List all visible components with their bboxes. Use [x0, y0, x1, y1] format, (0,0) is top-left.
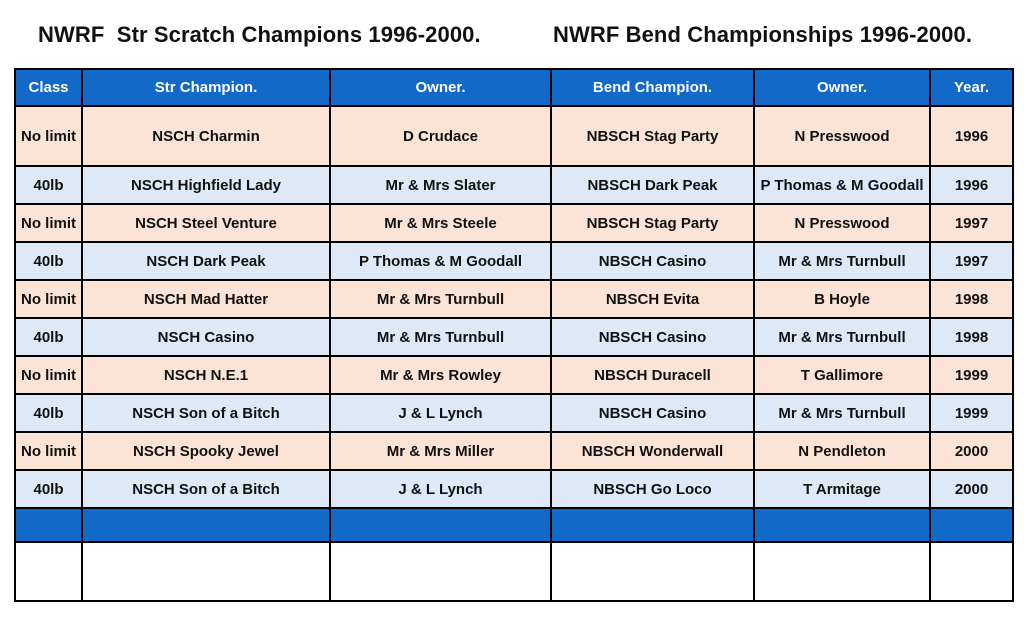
table-row: [15, 470, 1013, 508]
cell-class: No limit: [15, 204, 82, 242]
cell-str-owner: Mr & Mrs Rowley: [330, 356, 551, 394]
cell-str-owner: Mr & Mrs Turnbull: [330, 318, 551, 356]
cell-bend-champion: NBSCH Evita: [551, 280, 754, 318]
cell-bend-owner: N Presswood: [754, 204, 930, 242]
cell-str-champion: NSCH Mad Hatter: [82, 280, 330, 318]
cell-class: No limit: [15, 280, 82, 318]
empty-cell: [330, 542, 551, 601]
table-row: [15, 204, 1013, 242]
cell-bend-owner: N Presswood: [754, 106, 930, 166]
header-bend-owner: Owner.: [754, 69, 930, 106]
cell-year: 1997: [930, 204, 1013, 242]
cell-bend-champion: NBSCH Go Loco: [551, 470, 754, 508]
cell-bend-champion: NBSCH Dark Peak: [551, 166, 754, 204]
cell-str-champion: NSCH N.E.1: [82, 356, 330, 394]
cell-bend-owner: N Pendleton: [754, 432, 930, 470]
header-class: Class: [15, 69, 82, 106]
cell-bend-champion: NBSCH Wonderwall: [551, 432, 754, 470]
cell-bend-champion: NBSCH Stag Party: [551, 106, 754, 166]
empty-cell: [551, 542, 754, 601]
cell-class: 40lb: [15, 242, 82, 280]
cell-bend-owner: P Thomas & M Goodall: [754, 166, 930, 204]
cell-bend-owner: Mr & Mrs Turnbull: [754, 318, 930, 356]
cell-bend-owner: Mr & Mrs Turnbull: [754, 394, 930, 432]
cell-str-owner: Mr & Mrs Slater: [330, 166, 551, 204]
cell-class: 40lb: [15, 470, 82, 508]
band-cell: [754, 508, 930, 542]
cell-year: 1996: [930, 166, 1013, 204]
cell-str-owner: Mr & Mrs Miller: [330, 432, 551, 470]
cell-str-champion: NSCH Steel Venture: [82, 204, 330, 242]
empty-cell: [754, 542, 930, 601]
table-row: [15, 166, 1013, 204]
empty-cell: [82, 542, 330, 601]
cell-class: No limit: [15, 356, 82, 394]
cell-bend-owner: B Hoyle: [754, 280, 930, 318]
cell-bend-champion: NBSCH Casino: [551, 394, 754, 432]
empty-cell: [930, 542, 1013, 601]
header-str-champion: Str Champion.: [82, 69, 330, 106]
cell-bend-owner: T Gallimore: [754, 356, 930, 394]
cell-class: No limit: [15, 432, 82, 470]
cell-year: 1996: [930, 106, 1013, 166]
cell-bend-champion: NBSCH Stag Party: [551, 204, 754, 242]
table-row: [15, 280, 1013, 318]
table-row: [15, 106, 1013, 166]
cell-class: 40lb: [15, 166, 82, 204]
header-row: [15, 69, 1013, 106]
empty-cell: [15, 542, 82, 601]
cell-class: 40lb: [15, 318, 82, 356]
header-str-owner: Owner.: [330, 69, 551, 106]
champions-table: [14, 68, 1014, 602]
band-cell: [330, 508, 551, 542]
cell-year: 2000: [930, 470, 1013, 508]
cell-year: 1998: [930, 280, 1013, 318]
cell-bend-owner: T Armitage: [754, 470, 930, 508]
header-bend-champion: Bend Champion.: [551, 69, 754, 106]
table-band-row: [15, 508, 1013, 542]
band-cell: [82, 508, 330, 542]
cell-str-owner: P Thomas & M Goodall: [330, 242, 551, 280]
cell-bend-champion: NBSCH Casino: [551, 242, 754, 280]
cell-year: 2000: [930, 432, 1013, 470]
table-row: [15, 242, 1013, 280]
cell-year: 1997: [930, 242, 1013, 280]
cell-str-champion: NSCH Spooky Jewel: [82, 432, 330, 470]
cell-bend-owner: Mr & Mrs Turnbull: [754, 242, 930, 280]
cell-str-owner: J & L Lynch: [330, 394, 551, 432]
cell-str-owner: J & L Lynch: [330, 470, 551, 508]
cell-str-champion: NSCH Son of a Bitch: [82, 470, 330, 508]
cell-str-champion: NSCH Son of a Bitch: [82, 394, 330, 432]
cell-str-champion: NSCH Highfield Lady: [82, 166, 330, 204]
title-str-scratch-champions: NWRF Str Scratch Champions 1996-2000.: [38, 22, 481, 47]
cell-str-owner: Mr & Mrs Turnbull: [330, 280, 551, 318]
table-row: [15, 356, 1013, 394]
band-cell: [15, 508, 82, 542]
table-empty-row: [15, 542, 1013, 601]
cell-str-owner: D Crudace: [330, 106, 551, 166]
cell-class: 40lb: [15, 394, 82, 432]
header-year: Year.: [930, 69, 1013, 106]
cell-year: 1999: [930, 394, 1013, 432]
cell-year: 1999: [930, 356, 1013, 394]
cell-str-champion: NSCH Dark Peak: [82, 242, 330, 280]
band-cell: [930, 508, 1013, 542]
cell-bend-champion: NBSCH Casino: [551, 318, 754, 356]
cell-str-owner: Mr & Mrs Steele: [330, 204, 551, 242]
cell-bend-champion: NBSCH Duracell: [551, 356, 754, 394]
cell-str-champion: NSCH Casino: [82, 318, 330, 356]
cell-class: No limit: [15, 106, 82, 166]
table-row: [15, 432, 1013, 470]
title-bend-championships: NWRF Bend Championships 1996-2000.: [553, 22, 973, 47]
band-cell: [551, 508, 754, 542]
cell-str-champion: NSCH Charmin: [82, 106, 330, 166]
cell-year: 1998: [930, 318, 1013, 356]
table-row: [15, 394, 1013, 432]
table-row: [15, 318, 1013, 356]
